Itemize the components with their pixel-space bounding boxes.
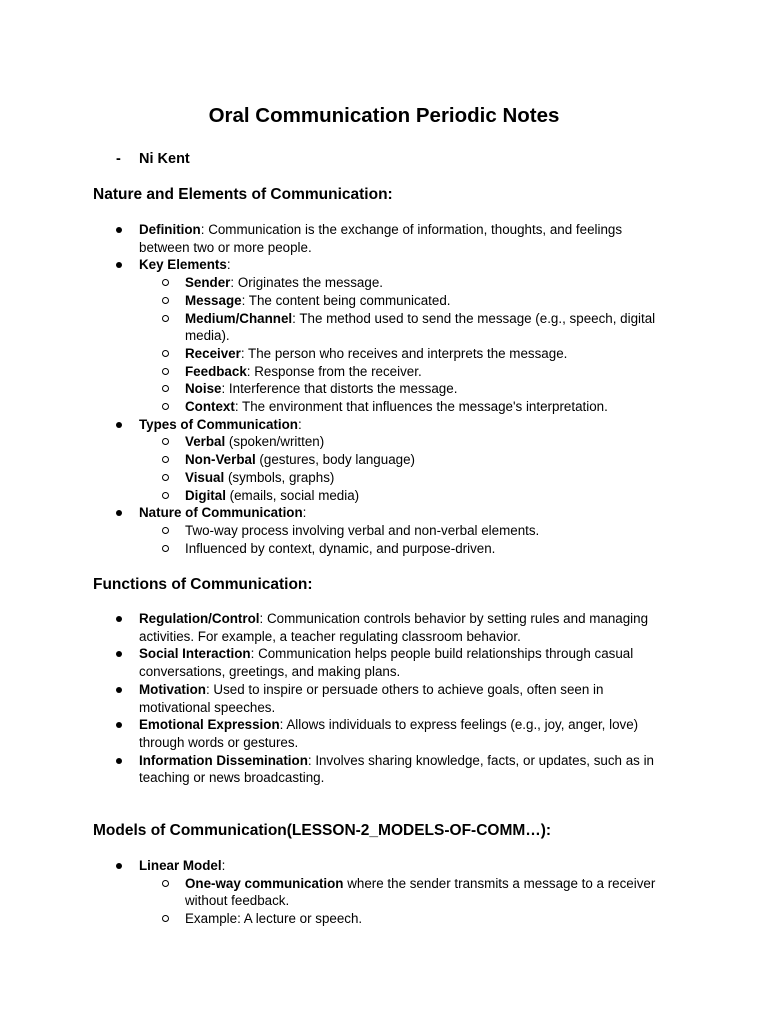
sublist-item: Feedback: Response from the receiver. [139, 363, 768, 381]
key-elements-sublist [139, 274, 768, 416]
list-item: Social Interaction: Communication helps people build relationships through casual conversations, greetings, and making plans. [0, 645, 768, 680]
functions-list [0, 610, 768, 787]
section-heading-models: Models of Communication(LESSON-2_MODELS-OF-COMM…): [93, 822, 552, 839]
author-dash: - [116, 151, 121, 167]
list-item-key-elements: Key Elements: Sender: Originates the message. Message: The content being communicated. Medium/Channel: The method used to send the message (e.g., speech, digital media). Receiver: The person who receives and interprets the message. Feedback: Response from the receiver. Noise: Interference that distorts the message. Context: The environment that influences the message's interpretation. [0, 256, 768, 415]
list-item: Regulation/Control: Communication controls behavior by setting rules and managing activities. For example, a teacher regulating classroom behavior. [0, 610, 768, 645]
page-title: Oral Communication Periodic Notes [208, 104, 560, 127]
linear-model-sublist [139, 875, 768, 928]
sublist-item: Influenced by context, dynamic, and purpose-driven. [139, 540, 768, 558]
sublist-item: Medium/Channel: The method used to send the message (e.g., speech, digital media). [139, 310, 768, 345]
sublist-item: Digital (emails, social media) [139, 487, 768, 505]
list-item-definition: Definition: Communication is the exchange of information, thoughts, and feelings between two or more people. [0, 221, 768, 256]
sublist-item: Context: The environment that influences the message's interpretation. [139, 398, 768, 416]
list-item-nature: Nature of Communication: Two-way process involving verbal and non-verbal elements. Influenced by context, dynamic, and purpose-driven. [0, 504, 768, 557]
author-name: Ni Kent [139, 151, 190, 167]
sublist-item: One-way communication where the sender transmits a message to a receiver without feedback. [139, 875, 768, 910]
list-item: Motivation: Used to inspire or persuade others to achieve goals, often seen in motivational speeches. [0, 681, 768, 716]
sublist-item: Example: A lecture or speech. [139, 910, 768, 928]
nature-sublist [139, 522, 768, 557]
sublist-item: Sender: Originates the message. [139, 274, 768, 292]
sublist-item: Verbal (spoken/written) [139, 433, 768, 451]
list-item: Emotional Expression: Allows individuals to express feelings (e.g., joy, anger, love) through words or gestures. [0, 716, 768, 751]
author-line [116, 150, 190, 168]
sublist-item: Receiver: The person who receives and interprets the message. [139, 345, 768, 363]
list-item: Information Dissemination: Involves sharing knowledge, facts, or updates, such as in teaching or news broadcasting. [0, 752, 768, 787]
section-heading-nature: Nature and Elements of Communication: [93, 186, 393, 203]
section-heading-functions: Functions of Communication: [93, 576, 313, 593]
sublist-item: Visual (symbols, graphs) [139, 469, 768, 487]
nature-elements-list [0, 221, 768, 557]
list-item-linear-model: Linear Model: One-way communication where the sender transmits a message to a receiver without feedback. Example: A lecture or speech. [0, 857, 768, 928]
list-item-types: Types of Communication: Verbal (spoken/written) Non-Verbal (gestures, body language) Visual (symbols, graphs) Digital (emails, social media) [0, 416, 768, 505]
sublist-item: Noise: Interference that distorts the message. [139, 380, 768, 398]
types-sublist [139, 433, 768, 504]
sublist-item: Two-way process involving verbal and non-verbal elements. [139, 522, 768, 540]
sublist-item: Message: The content being communicated. [139, 292, 768, 310]
models-list [0, 857, 768, 928]
sublist-item: Non-Verbal (gestures, body language) [139, 451, 768, 469]
